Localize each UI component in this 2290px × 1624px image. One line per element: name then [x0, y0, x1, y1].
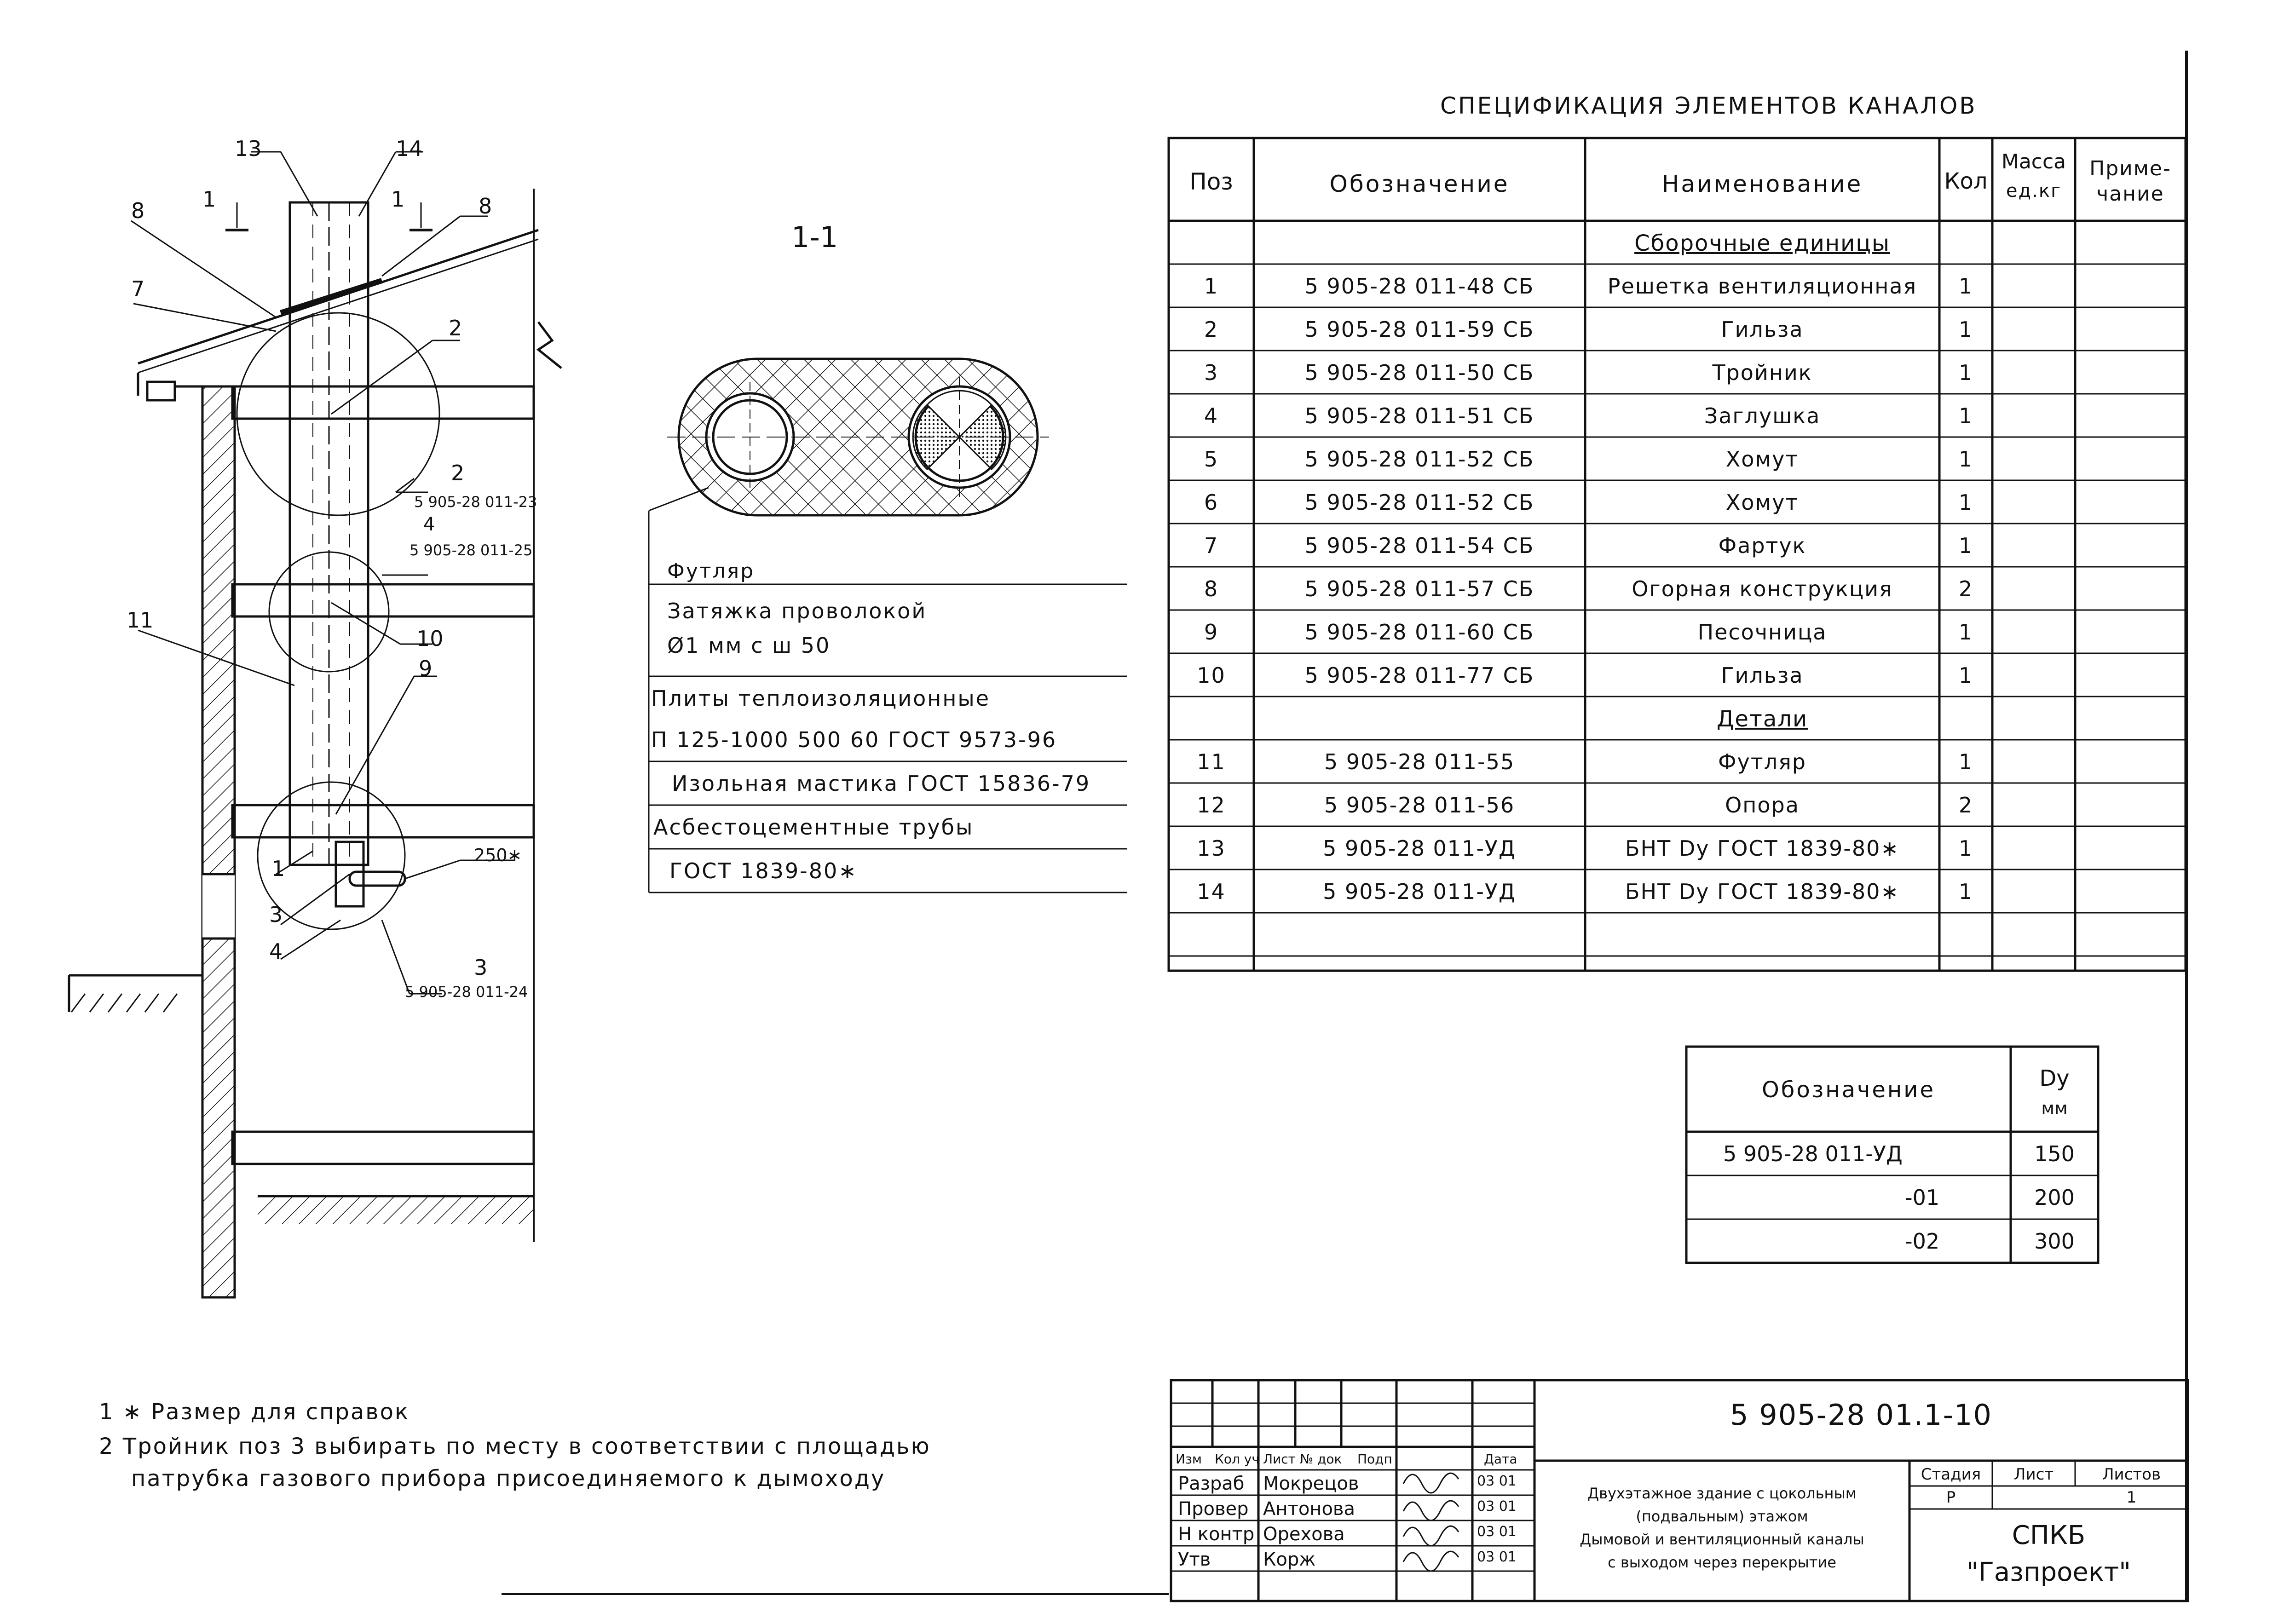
stamp-name: Мокрецов — [1263, 1473, 1359, 1494]
spec-cell-qty: 1 — [1958, 836, 1973, 861]
spec-cell-designation: 5 905-28 011-51 СБ — [1304, 403, 1534, 428]
spec-cell-qty: 1 — [1958, 749, 1973, 774]
spec-cell-pos: 4 — [1204, 403, 1219, 428]
spec-cell-qty: 1 — [1958, 490, 1973, 515]
spec-cell-pos: 7 — [1204, 533, 1219, 558]
spec-cell-pos: 3 — [1204, 360, 1219, 385]
stamp-col-date: Дата — [1484, 1451, 1517, 1467]
spec-cell-name: Гильза — [1721, 317, 1804, 342]
spec-cell-qty: 1 — [1958, 403, 1973, 428]
spec-cell-designation: 5 905-28 011-50 СБ — [1304, 360, 1534, 385]
spec-cell-name: Хомут — [1725, 490, 1799, 515]
stamp-stage: Р — [1946, 1488, 1956, 1507]
stamp-col-kol: Кол уч — [1215, 1451, 1259, 1467]
spec-cell-pos: 2 — [1204, 317, 1219, 342]
stamp-col-izm: Изм — [1176, 1451, 1202, 1467]
stamp-sheets-label: Листов — [2102, 1465, 2161, 1484]
spec-header-qty: Кол — [1944, 168, 1988, 194]
spec-cell-name: Решетка вентиляционная — [1607, 274, 1917, 299]
section-plates-1: Плиты теплоизоляционные — [651, 686, 991, 711]
spec-cell-pos: 5 — [1204, 447, 1219, 472]
spec-cell-name: Песочница — [1697, 620, 1827, 645]
spec-cell-designation: 5 905-28 011-56 — [1324, 793, 1515, 818]
callout-8-right: 8 — [479, 194, 492, 219]
stamp-name: Орехова — [1263, 1524, 1345, 1545]
section-futlyar-label: Футляр — [667, 559, 755, 583]
callout-2: 2 — [449, 316, 462, 340]
section-label: 1-1 — [791, 220, 838, 254]
stamp-sheet-label: Лист — [2013, 1465, 2054, 1484]
section-mastic: Изольная мастика ГОСТ 15836-79 — [672, 771, 1091, 796]
dy-cell-designation: -02 — [1905, 1229, 1940, 1254]
stamp-desc-3: Дымовой и вентиляционный каналы — [1580, 1531, 1864, 1548]
stamp-desc-1: Двухэтажное здание с цокольным — [1587, 1485, 1857, 1502]
spec-header-designation: Обозначение — [1329, 171, 1510, 197]
stamp-date: 03 01 — [1477, 1549, 1517, 1565]
callout-11: 11 — [127, 608, 154, 633]
section-plates-2: П 125-1000 500 60 ГОСТ 9573-96 — [651, 727, 1057, 752]
stamp-org-2: "Газпроект" — [1966, 1557, 2131, 1587]
spec-cell-name: Опора — [1725, 793, 1800, 818]
spec-cell-qty: 1 — [1958, 663, 1973, 688]
spec-cell-designation: 5 905-28 011-УД — [1323, 836, 1516, 861]
section-view — [649, 359, 1127, 893]
callout-7: 7 — [131, 276, 145, 301]
callout-3: 3 — [269, 902, 283, 927]
spec-cell-designation: 5 905-28 011-52 СБ — [1304, 447, 1534, 472]
spec-cell-name: БНТ Dy ГОСТ 1839-80∗ — [1625, 879, 1899, 904]
note-3: патрубка газового прибора присоединяемого к дымоходу — [131, 1466, 886, 1492]
spec-cell-designation: 5 905-28 011-48 СБ — [1304, 274, 1534, 299]
ref-3-number: 3 — [474, 955, 488, 980]
stamp-desc-4: с выходом через перекрытие — [1608, 1554, 1836, 1571]
spec-cell-pos: 12 — [1197, 793, 1226, 818]
dy-header-designation: Обозначение — [1761, 1077, 1936, 1103]
note-1: 1 ∗ Размер для справок — [99, 1399, 410, 1425]
spec-cell-pos: 11 — [1197, 749, 1226, 774]
slab-floor1 — [232, 805, 534, 837]
spec-cell-name: Фартук — [1718, 533, 1806, 558]
spec-cell-qty: 1 — [1958, 620, 1973, 645]
spec-cell-pos: 13 — [1197, 836, 1226, 861]
ref-4-code: 5 905-28 011-25 — [410, 541, 533, 559]
ref-2-number: 2 — [451, 461, 465, 485]
section-pipes-1: Асбестоцементные трубы — [653, 815, 974, 840]
stamp-col-list: Лист — [1263, 1451, 1296, 1467]
stamp-org-1: СПКБ — [2012, 1520, 2086, 1550]
spec-header-mass-2: ед.кг — [2006, 180, 2062, 202]
dy-cell-designation: -01 — [1905, 1185, 1940, 1210]
spec-header-note-2: чание — [2096, 182, 2164, 206]
spec-cell-designation: 5 905-28 011-57 СБ — [1304, 576, 1534, 601]
callout-9: 9 — [419, 656, 433, 681]
callout-13: 13 — [235, 136, 262, 161]
stamp-sheets: 1 — [2126, 1488, 2137, 1507]
dy-header-dy: Dy — [2039, 1065, 2070, 1091]
stamp-code: 5 905-28 01.1-10 — [1730, 1398, 1992, 1432]
spec-cell-name: Тройник — [1712, 360, 1812, 385]
spec-cell-pos: 8 — [1204, 576, 1219, 601]
spec-cell-pos: 10 — [1197, 663, 1226, 688]
spec-cell-designation: 5 905-28 011-77 СБ — [1304, 663, 1534, 688]
spec-section-heading: Сборочные единицы — [1634, 230, 1890, 256]
callout-14: 14 — [396, 136, 423, 161]
callout-8-left: 8 — [131, 198, 145, 223]
spec-cell-name: Хомут — [1725, 447, 1799, 472]
stamp-date: 03 01 — [1477, 1498, 1517, 1515]
stamp-name: Корж — [1263, 1549, 1316, 1570]
stamp-role: Разраб — [1178, 1473, 1245, 1494]
spec-cell-qty: 1 — [1958, 360, 1973, 385]
spec-cell-name: Огорная конструкция — [1632, 576, 1893, 601]
wall-hatch — [202, 386, 235, 1297]
spec-cell-designation: 5 905-28 011-60 СБ — [1304, 620, 1534, 645]
callout-10: 10 — [416, 626, 444, 651]
section-tie-1: Затяжка проволокой — [667, 599, 927, 623]
ref-3-code: 5 905-28 011-24 — [405, 983, 528, 1001]
section-tie-2: Ø1 мм с ш 50 — [667, 633, 831, 658]
spec-cell-pos: 6 — [1204, 490, 1219, 515]
spec-cell-designation: 5 905-28 011-54 СБ — [1304, 533, 1534, 558]
note-2: 2 Тройник поз 3 выбирать по месту в соответствии с площадью — [99, 1434, 931, 1459]
elevation-view — [69, 152, 561, 1297]
spec-header-mass-1: Масса — [2001, 150, 2066, 173]
spec-cell-designation: 5 905-28 011-55 — [1324, 749, 1515, 774]
spec-cell-name: БНТ Dy ГОСТ 1839-80∗ — [1625, 836, 1899, 861]
slab-attic — [232, 386, 534, 419]
spec-cell-qty: 1 — [1958, 447, 1973, 472]
stamp-stage-label: Стадия — [1921, 1465, 1981, 1484]
spec-cell-name: Гильза — [1721, 663, 1804, 688]
dy-header-unit: мм — [2041, 1098, 2068, 1118]
spec-cell-pos: 14 — [1197, 879, 1226, 904]
spec-cell-pos: 9 — [1204, 620, 1219, 645]
spec-cell-name: Заглушка — [1704, 403, 1821, 428]
spec-header-note-1: Приме- — [2089, 157, 2171, 180]
stamp-role: Провер — [1178, 1498, 1249, 1520]
spec-title: СПЕЦИФИКАЦИЯ ЭЛЕМЕНТОВ КАНАЛОВ — [1440, 92, 1977, 119]
stamp-col-sign: Подп — [1357, 1451, 1392, 1467]
dim-250: 250∗ — [474, 845, 522, 865]
section-pipes-2: ГОСТ 1839-80∗ — [669, 858, 858, 883]
stamp-role: Утв — [1178, 1549, 1211, 1570]
spec-cell-qty: 1 — [1958, 317, 1973, 342]
slab-floor2 — [232, 584, 534, 616]
spec-cell-qty: 1 — [1958, 274, 1973, 299]
stamp-date: 03 01 — [1477, 1524, 1517, 1540]
spec-cell-qty: 2 — [1958, 576, 1973, 601]
spec-cell-name: Футляр — [1718, 749, 1806, 774]
slab-basement — [232, 1132, 534, 1164]
spec-cell-qty: 1 — [1958, 879, 1973, 904]
dy-cell-dy: 200 — [2034, 1185, 2075, 1210]
stamp-role: Н контр — [1178, 1524, 1255, 1545]
stamp-date: 03 01 — [1477, 1473, 1517, 1489]
stamp-desc-2: (подвальным) этажом — [1636, 1508, 1808, 1525]
ref-4-number: 4 — [423, 514, 435, 535]
spec-cell-qty: 2 — [1958, 793, 1973, 818]
dy-cell-designation: 5 905-28 011-УД — [1723, 1141, 1903, 1166]
callout-1: 1 — [271, 856, 285, 881]
spec-cell-qty: 1 — [1958, 533, 1973, 558]
stamp-name: Антонова — [1263, 1498, 1355, 1520]
stamp-col-doc: № док — [1300, 1451, 1342, 1467]
ref-2-code: 5 905-28 011-23 — [414, 493, 537, 511]
spec-header-name: Наименование — [1661, 171, 1863, 197]
callout-4: 4 — [269, 939, 283, 964]
dy-cell-dy: 300 — [2034, 1229, 2075, 1254]
dy-cell-dy: 150 — [2034, 1141, 2075, 1166]
spec-header-pos: Поз — [1189, 168, 1233, 195]
spec-cell-designation: 5 905-28 011-59 СБ — [1304, 317, 1534, 342]
spec-section-heading: Детали — [1716, 706, 1808, 732]
spec-cell-designation: 5 905-28 011-52 СБ — [1304, 490, 1534, 515]
spec-cell-designation: 5 905-28 011-УД — [1323, 879, 1516, 904]
spec-cell-pos: 1 — [1204, 274, 1219, 299]
cut-mark-right: 1 — [391, 187, 405, 212]
cut-mark-left: 1 — [202, 187, 216, 212]
